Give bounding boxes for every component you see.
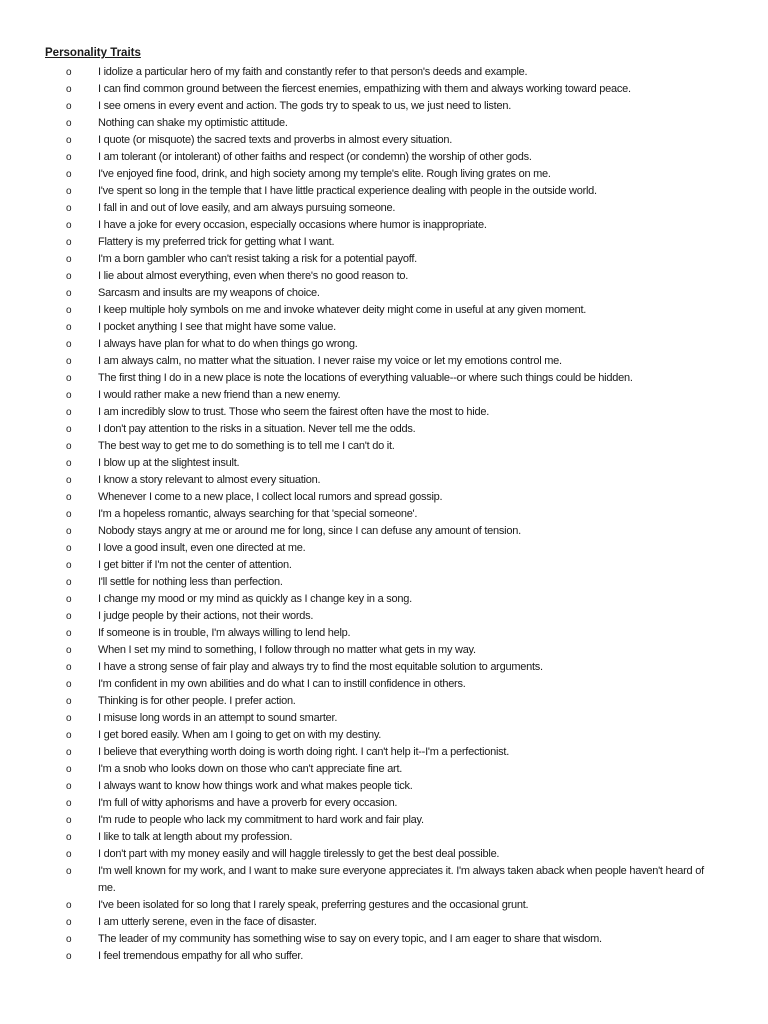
list-item-text: I believe that everything worth doing is worth doing right. I can't help it--I'm a perfectionist.	[98, 746, 510, 758]
bullet-icon: o	[66, 509, 72, 520]
list-item	[0, 540, 768, 557]
bullet-icon: o	[66, 169, 72, 180]
list-item	[0, 387, 768, 404]
bullet-icon: o	[66, 339, 72, 350]
bullet-icon: o	[66, 526, 72, 537]
list-item	[0, 268, 768, 285]
list-item-text: Thinking is for other people. I prefer action.	[98, 695, 296, 707]
list-item-text: I'm full of witty aphorisms and have a proverb for every occasion.	[98, 797, 398, 809]
list-item-text: I am always calm, no matter what the situation. I never raise my voice or let my emotions control me.	[98, 355, 562, 367]
list-item-text: I am incredibly slow to trust. Those who seem the fairest often have the most to hide.	[98, 406, 489, 418]
list-item	[0, 455, 768, 472]
list-item	[0, 506, 768, 523]
list-item-text: I am tolerant (or intolerant) of other faiths and respect (or condemn) the worship of other gods.	[98, 151, 532, 163]
bullet-icon: o	[66, 407, 72, 418]
bullet-icon: o	[66, 866, 72, 877]
list-item-text: I've been isolated for so long that I rarely speak, preferring gestures and the occasional grunt.	[98, 899, 529, 911]
bullet-icon: o	[66, 441, 72, 452]
list-item	[0, 846, 768, 863]
page-heading: Personality Traits	[45, 47, 141, 59]
bullet-icon: o	[66, 781, 72, 792]
list-item	[0, 676, 768, 693]
list-item-text: If someone is in trouble, I'm always willing to lend help.	[98, 627, 351, 639]
bullet-icon: o	[66, 390, 72, 401]
bullet-icon: o	[66, 951, 72, 962]
list-item-text: Flattery is my preferred trick for getting what I want.	[98, 236, 335, 248]
bullet-icon: o	[66, 492, 72, 503]
bullet-icon: o	[66, 611, 72, 622]
list-item	[0, 217, 768, 234]
bullet-icon: o	[66, 832, 72, 843]
list-item-text: I lie about almost everything, even when there's no good reason to.	[98, 270, 409, 282]
list-item-text: I'm a hopeless romantic, always searching for that 'special someone'.	[98, 508, 418, 520]
list-item-text: The first thing I do in a new place is note the locations of everything valuable--or where such things could be hidden.	[98, 372, 633, 384]
bullet-icon: o	[66, 662, 72, 673]
list-item-text: I feel tremendous empathy for all who suffer.	[98, 950, 303, 962]
list-item-text: The best way to get me to do something is to tell me I can't do it.	[98, 440, 395, 452]
list-item	[0, 132, 768, 149]
list-item-text: I pocket anything I see that might have some value.	[98, 321, 336, 333]
list-item	[0, 285, 768, 302]
bullet-icon: o	[66, 237, 72, 248]
list-item-text: I'm a born gambler who can't resist taking a risk for a potential payoff.	[98, 253, 417, 265]
list-item	[0, 608, 768, 625]
list-item	[0, 353, 768, 370]
list-item	[0, 625, 768, 642]
list-item-text: I fall in and out of love easily, and am always pursuing someone.	[98, 202, 396, 214]
list-item	[0, 370, 768, 387]
bullet-icon: o	[66, 458, 72, 469]
list-item	[0, 472, 768, 489]
list-item	[0, 98, 768, 115]
list-item	[0, 948, 768, 965]
list-item	[0, 523, 768, 540]
list-item	[0, 251, 768, 268]
list-item-text: I love a good insult, even one directed at me.	[98, 542, 306, 554]
bullet-icon: o	[66, 356, 72, 367]
list-item-text: I always want to know how things work and what makes people tick.	[98, 780, 413, 792]
list-item	[0, 557, 768, 574]
bullet-icon: o	[66, 373, 72, 384]
list-item	[0, 302, 768, 319]
bullet-icon: o	[66, 424, 72, 435]
list-item-text: I know a story relevant to almost every situation.	[98, 474, 321, 486]
bullet-icon: o	[66, 271, 72, 282]
list-item-text: I'll settle for nothing less than perfection.	[98, 576, 283, 588]
list-item-text: I judge people by their actions, not their words.	[98, 610, 314, 622]
list-item-text: When I set my mind to something, I follow through no matter what gets in my way.	[98, 644, 476, 656]
list-item	[0, 166, 768, 183]
bullet-icon: o	[66, 135, 72, 146]
list-item-text: I get bored easily. When am I going to get on with my destiny.	[98, 729, 382, 741]
bullet-icon: o	[66, 475, 72, 486]
bullet-icon: o	[66, 900, 72, 911]
list-item-text: I always have plan for what to do when things go wrong.	[98, 338, 358, 350]
bullet-icon: o	[66, 322, 72, 333]
bullet-icon: o	[66, 152, 72, 163]
list-item	[0, 744, 768, 761]
personality-traits-list	[0, 64, 768, 965]
list-item-text: I keep multiple holy symbols on me and invoke whatever deity might come in useful at any given moment.	[98, 304, 587, 316]
list-item	[0, 812, 768, 829]
list-item-text: I'm rude to people who lack my commitment to hard work and fair play.	[98, 814, 424, 826]
bullet-icon: o	[66, 849, 72, 860]
list-item-text: The leader of my community has something wise to say on every topic, and I am eager to share that wisdom.	[98, 933, 602, 945]
bullet-icon: o	[66, 305, 72, 316]
list-item-text: I have a joke for every occasion, especially occasions where humor is inappropriate.	[98, 219, 487, 231]
list-item-text: I would rather make a new friend than a new enemy.	[98, 389, 341, 401]
list-item	[0, 914, 768, 931]
bullet-icon: o	[66, 594, 72, 605]
bullet-icon: o	[66, 645, 72, 656]
list-item-text: I see omens in every event and action. The gods try to speak to us, we just need to listen.	[98, 100, 512, 112]
list-item	[0, 421, 768, 438]
list-item	[0, 727, 768, 744]
bullet-icon: o	[66, 696, 72, 707]
list-item-text: I can find common ground between the fiercest enemies, empathizing with them and always working toward peace.	[98, 83, 631, 95]
list-item-text: I idolize a particular hero of my faith and constantly refer to that person's deeds and example.	[98, 66, 528, 78]
list-item	[0, 574, 768, 591]
list-item	[0, 438, 768, 455]
bullet-icon: o	[66, 186, 72, 197]
list-item	[0, 795, 768, 812]
list-item	[0, 897, 768, 914]
list-item-text: I quote (or misquote) the sacred texts and proverbs in almost every situation.	[98, 134, 453, 146]
bullet-icon: o	[66, 84, 72, 95]
list-item	[0, 336, 768, 353]
list-item	[0, 863, 768, 897]
list-item	[0, 778, 768, 795]
list-item	[0, 710, 768, 727]
bullet-icon: o	[66, 118, 72, 129]
list-item-text: I'm well known for my work, and I want to make sure everyone appreciates it. I'm always taken aback when people haven't heard of me.	[98, 865, 704, 894]
bullet-icon: o	[66, 917, 72, 928]
list-item-text: Sarcasm and insults are my weapons of choice.	[98, 287, 320, 299]
list-item-text: I've spent so long in the temple that I have little practical experience dealing with people in the outside world.	[98, 185, 597, 197]
bullet-icon: o	[66, 101, 72, 112]
bullet-icon: o	[66, 747, 72, 758]
list-item-text: I blow up at the slightest insult.	[98, 457, 240, 469]
list-item-text: I'm confident in my own abilities and do what I can to instill confidence in others.	[98, 678, 466, 690]
bullet-icon: o	[66, 934, 72, 945]
list-item	[0, 761, 768, 778]
list-item-text: I don't part with my money easily and will haggle tirelessly to get the best deal possible.	[98, 848, 500, 860]
list-item	[0, 183, 768, 200]
list-item	[0, 115, 768, 132]
list-item-text: I like to talk at length about my profession.	[98, 831, 293, 843]
list-item-text: I misuse long words in an attempt to sound smarter.	[98, 712, 338, 724]
list-item-text: I'm a snob who looks down on those who can't appreciate fine art.	[98, 763, 403, 775]
list-item	[0, 489, 768, 506]
list-item-text: I have a strong sense of fair play and always try to find the most equitable solution to arguments.	[98, 661, 543, 673]
list-item	[0, 659, 768, 676]
bullet-icon: o	[66, 764, 72, 775]
list-item-text: Whenever I come to a new place, I collect local rumors and spread gossip.	[98, 491, 443, 503]
list-item	[0, 829, 768, 846]
bullet-icon: o	[66, 815, 72, 826]
list-item	[0, 64, 768, 81]
list-item	[0, 591, 768, 608]
list-item-text: I've enjoyed fine food, drink, and high society among my temple's elite. Rough living grates on me.	[98, 168, 551, 180]
bullet-icon: o	[66, 560, 72, 571]
list-item	[0, 319, 768, 336]
bullet-icon: o	[66, 254, 72, 265]
bullet-icon: o	[66, 628, 72, 639]
bullet-icon: o	[66, 798, 72, 809]
bullet-icon: o	[66, 220, 72, 231]
bullet-icon: o	[66, 577, 72, 588]
list-item-text: I change my mood or my mind as quickly as I change key in a song.	[98, 593, 412, 605]
list-item	[0, 234, 768, 251]
list-item	[0, 149, 768, 166]
list-item	[0, 81, 768, 98]
list-item	[0, 404, 768, 421]
bullet-icon: o	[66, 713, 72, 724]
list-item-text: I don't pay attention to the risks in a situation. Never tell me the odds.	[98, 423, 416, 435]
bullet-icon: o	[66, 67, 72, 78]
bullet-icon: o	[66, 203, 72, 214]
list-item	[0, 642, 768, 659]
bullet-icon: o	[66, 543, 72, 554]
list-item-text: Nothing can shake my optimistic attitude.	[98, 117, 288, 129]
list-item-text: I get bitter if I'm not the center of attention.	[98, 559, 292, 571]
bullet-icon: o	[66, 288, 72, 299]
list-item	[0, 200, 768, 217]
list-item-text: Nobody stays angry at me or around me for long, since I can defuse any amount of tension.	[98, 525, 521, 537]
bullet-icon: o	[66, 730, 72, 741]
list-item-text: I am utterly serene, even in the face of disaster.	[98, 916, 317, 928]
bullet-icon: o	[66, 679, 72, 690]
list-item	[0, 693, 768, 710]
list-item	[0, 931, 768, 948]
